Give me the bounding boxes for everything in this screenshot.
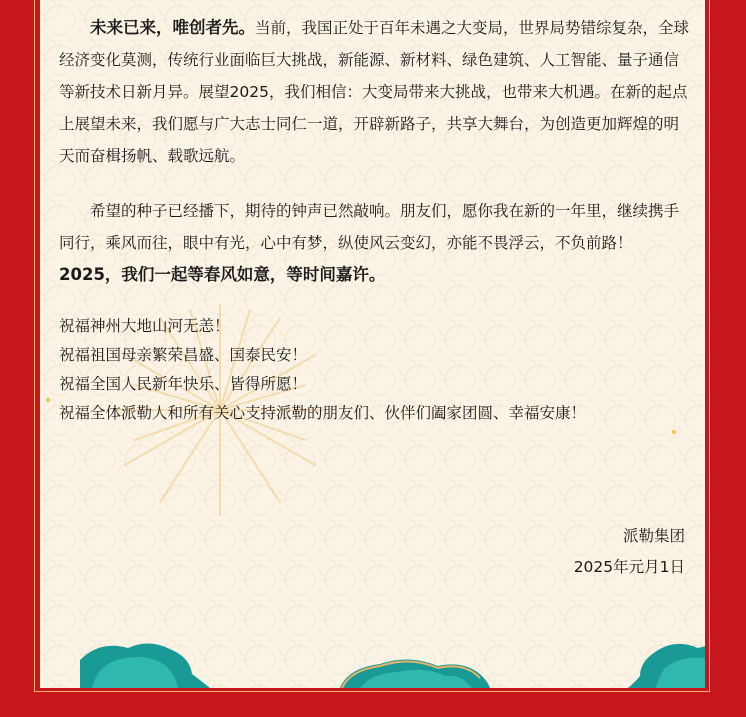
wish-line: 祝福神州大地山河无恙！ (59, 317, 230, 335)
sparkle-icon (672, 430, 676, 434)
paragraph-2-text: 希望的种子已经播下，期待的钟声已然敲响。朋友们，愿你我在新的一年里，继续携手同行，乘风而往，眼中有光，心中有梦，纵使风云变幻，亦能不畏浮云，不负前路！ (59, 202, 680, 252)
paragraph-1-bold: 未来已来，唯创者先。 (90, 18, 255, 37)
signature-date: 2025年元月1日 (573, 558, 685, 576)
letter-body (59, 12, 689, 291)
signature-block (574, 521, 685, 583)
paragraph-1 (59, 12, 689, 172)
wish-line: 祝福全国人民新年快乐、皆得所愿！ (59, 375, 308, 393)
wishes-list (59, 312, 586, 428)
paragraph-2-bold: 2025，我们一起等春风如意，等时间嘉许。 (59, 265, 386, 284)
signature-company: 派勒集团 (622, 527, 685, 545)
sparkle-icon (46, 398, 50, 402)
cloud-decoration (80, 618, 705, 688)
wish-line: 祝福祖国母亲繁荣昌盛、国泰民安！ (59, 346, 308, 364)
paragraph-2 (59, 195, 689, 291)
wish-line: 祝福全体派勒人和所有关心支持派勒的朋友们、伙伴们阖家团圆、幸福安康！ (59, 404, 587, 422)
paragraph-1-text: 当前，我国正处于百年未遇之大变局，世界局势错综复杂，全球经济变化莫测，传统行业面临巨大挑战，新能源、新材料、绿色建筑、人工智能、量子通信等新技术日新月异。展望2025，我们相信：大变局带来大挑战，也带来大机遇。在新的起点上展望未来，我们愿与广大志士同仁一道，开辟新路子，共享大舞台，为创造更加辉煌的明天而奋楫扬帆、载歌远航。 (59, 19, 690, 165)
